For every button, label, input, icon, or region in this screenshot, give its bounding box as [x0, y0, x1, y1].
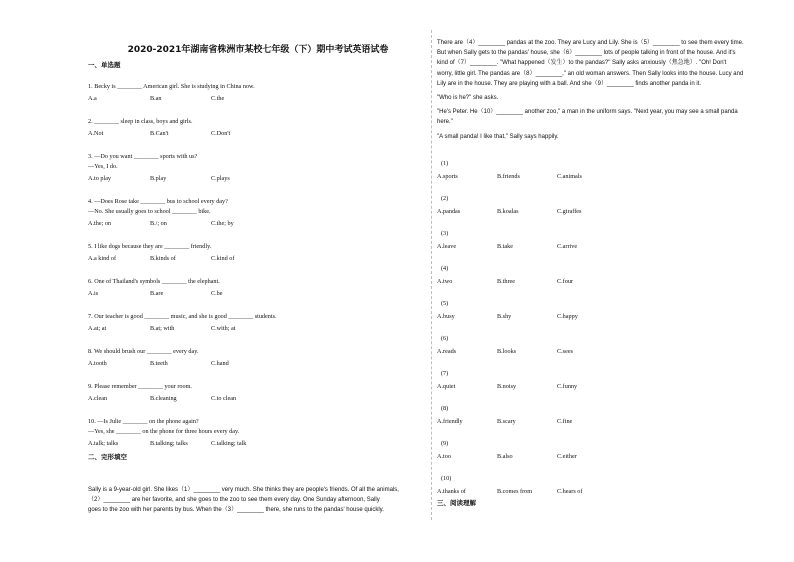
option-b: B.talking; talks: [150, 440, 188, 447]
option-a: A.two: [437, 278, 453, 285]
option-a: A.Not: [88, 130, 104, 137]
cloze-number: (8): [441, 405, 449, 412]
option-b: B.cleaning: [150, 395, 177, 402]
option-a: A.thanks of: [437, 488, 466, 495]
question-8: [88, 347, 199, 357]
question-stem: 1. Becky is ________ American girl. She is studying in China now.: [88, 83, 255, 90]
question-stem: 7. Our teacher is good ________ music, and she is good ________ students.: [88, 313, 277, 320]
cloze-passage-part-1: [88, 485, 418, 516]
option-c: C.be: [211, 290, 223, 297]
passage-line: There are（4）________ pandas at the zoo. They are Lucy and Lily. She is（5）________ to see them every time.: [437, 40, 744, 46]
option-a: A.friendly: [437, 418, 463, 425]
option-c: C.hears of: [557, 488, 583, 495]
option-b: B.three: [497, 278, 516, 285]
option-b: B.scary: [497, 418, 516, 425]
option-a: A.clean: [88, 395, 108, 402]
option-b: B.shy: [497, 313, 512, 320]
cloze-number: (3): [441, 230, 449, 237]
cloze-number: (5): [441, 300, 449, 307]
section-heading-single-choice: 一、单选题: [88, 61, 121, 69]
option-c: C.sees: [557, 348, 573, 355]
option-c: C.kind of: [211, 255, 235, 262]
cloze-number: (1): [441, 160, 449, 167]
option-a: A.is: [88, 290, 99, 297]
option-a: A.too: [437, 453, 451, 460]
question-stem: 6. One of Thailand's symbols ________ the elephant.: [88, 278, 220, 285]
passage-line: "Who is he?" she asks.: [437, 95, 499, 102]
passage-line: "He's Peter. He（10）________ another zoo," a man in the uniform says. "Next year, you may see a small panda: [437, 109, 738, 116]
passage-line: worry, little girl. The pandas are（8）________," an old woman answers. Then Sally looks into the house. Lucy and: [437, 70, 744, 77]
question-stem: 2. ________ sleep in class, boys and girls.: [88, 118, 193, 125]
cloze-number: (7): [441, 370, 449, 377]
cloze-number: (2): [441, 195, 449, 202]
option-c: C.the: [211, 95, 225, 102]
section-heading-reading: 三、阅读理解: [437, 499, 476, 507]
question-stem: 9. Please remember ________ your room.: [88, 383, 192, 390]
question-2: [88, 117, 193, 127]
question-stem: 10. —Is Julie ________ on the phone again?: [88, 418, 199, 425]
option-b: B./; on: [150, 220, 167, 227]
question-9: [88, 382, 192, 392]
passage-line: "A small panda! I like that," Sally says happily.: [437, 133, 559, 140]
option-c: C.giraffes: [557, 208, 582, 215]
option-a: A.the; on: [88, 220, 112, 227]
option-a: A.sports: [437, 173, 458, 180]
option-c: C.four: [557, 278, 573, 285]
option-c: C.Don't: [211, 130, 231, 137]
cloze-number: (10): [441, 475, 452, 482]
question-stem: —Yes, I do.: [88, 162, 118, 170]
passage-line: （2）________ are her favorite, and she goes to the zoo to see them every day. One Sunday afternoon, Sally: [88, 497, 380, 504]
cloze-number: (6): [441, 335, 449, 342]
option-b: B.at; with: [150, 325, 175, 332]
option-c: C.the; by: [211, 220, 234, 227]
passage-line: But when Sally gets to the pandas' house, she（6）________ lots of people talking in front of the house. And it's: [437, 50, 736, 57]
question-stem: 8. We should brush our ________ every day.: [88, 348, 199, 355]
option-a: A.reads: [437, 348, 457, 355]
question-stem: 4. —Does Rose take ________ bus to school every day?: [88, 198, 228, 205]
page-title: 2020-2021年湖南省株洲市某校七年级（下）期中考试英语试卷: [127, 45, 389, 55]
option-c: C.to clean: [211, 395, 237, 402]
option-b: B.play: [150, 175, 167, 182]
passage-line: goes to the zoo with her parents by bus. When the（3）________ there, she runs to the pandas' house quickly.: [88, 507, 384, 514]
column-divider: [431, 30, 432, 520]
question-5: [88, 242, 211, 252]
passage-line: kind of（7）________. "What happened（发生）to the pandas?" Sally asks anxiously（焦急地）. "Oh! Don't: [437, 60, 727, 67]
option-a: A.at; at: [88, 325, 107, 332]
question-stem: —Yes, she ________ on the phone for three hours every day.: [88, 427, 240, 435]
option-c: C.fine: [557, 418, 573, 425]
option-a: A.leave: [437, 243, 457, 250]
question-6: [88, 277, 220, 287]
question-stem: 5. I like dogs because they are ________ friendly.: [88, 243, 212, 250]
question-1: [88, 82, 255, 92]
option-c: C.animals: [557, 173, 582, 180]
option-a: A.pandas: [437, 208, 461, 215]
option-a: A.a kind of: [88, 255, 117, 262]
cloze-passage-part-2: [437, 38, 767, 142]
question-3: [88, 152, 197, 171]
passage-line: Lily are in the house. They are playing with a ball. And she（9）________ finds another panda in it.: [437, 80, 702, 87]
option-b: B.kinds of: [150, 255, 176, 262]
question-10: [88, 417, 239, 436]
option-b: B.are: [150, 290, 164, 297]
option-c: C.plays: [211, 175, 230, 182]
option-a: A.tooth: [88, 360, 107, 367]
option-c: C.either: [557, 453, 577, 460]
section-heading-cloze: 二、完形填空: [88, 453, 127, 461]
option-b: B.koalas: [497, 208, 519, 215]
option-c: C.arrive: [557, 243, 578, 250]
option-b: B.an: [150, 95, 162, 102]
option-b: B.take: [497, 243, 513, 250]
cloze-number: (9): [441, 440, 449, 447]
option-c: C.hand: [211, 360, 229, 367]
passage-line: Sally is a 9-year-old girl. She likes（1）________ very much. She thinks they are people's friends. Of all the animals,: [88, 487, 399, 493]
option-b: B.looks: [497, 348, 517, 355]
option-b: B.friends: [497, 173, 520, 180]
question-stem: —No. She usually goes to school ________ bike.: [88, 207, 211, 215]
option-b: B.comes from: [497, 488, 533, 495]
option-c: C.talking; talk: [211, 440, 247, 447]
question-stem: 3. —Do you want ________ sports with us?: [88, 153, 198, 160]
question-4: [88, 197, 228, 216]
option-b: B.teeth: [150, 360, 168, 367]
option-c: C.happy: [557, 313, 578, 320]
option-a: A.a: [88, 95, 97, 102]
option-a: A.to play: [88, 175, 112, 182]
option-a: A.quiet: [437, 383, 456, 390]
option-b: B.Can't: [150, 130, 169, 137]
cloze-number: (4): [441, 265, 449, 272]
option-a: A.busy: [437, 313, 455, 320]
option-c: C.funny: [557, 383, 578, 390]
option-a: A.talk; talks: [88, 440, 119, 447]
question-7: [88, 312, 277, 322]
option-b: B.also: [497, 453, 513, 460]
option-b: B.noisy: [497, 383, 517, 390]
passage-line: here.": [437, 119, 453, 126]
option-c: C.with; at: [211, 325, 236, 332]
